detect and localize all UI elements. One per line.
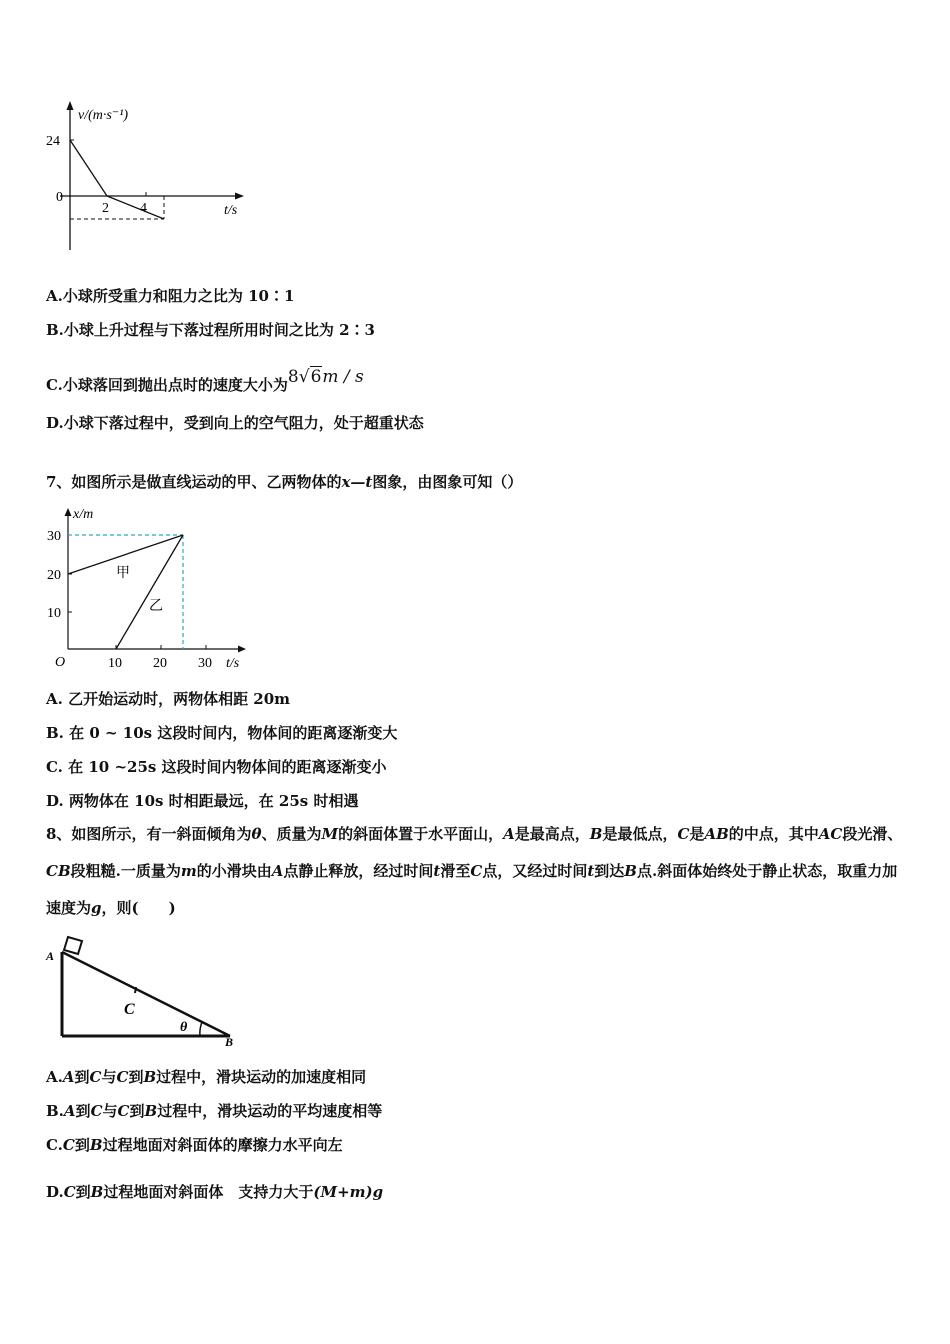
q8-option-c[interactable]: C.C到B过程地面对斜面体的摩擦力水平向左 [46, 1136, 343, 1154]
q7-y-tick-20: 20 [47, 568, 61, 583]
q7-label-jia: 甲 [116, 566, 130, 581]
q7-option-b[interactable]: B. 在 0 ~ 10s 这段时间内，物体间的距离逐渐变大 [46, 724, 398, 742]
q6-option-c[interactable] [46, 367, 364, 395]
q7-x-tick-10: 10 [108, 656, 122, 671]
q7-stem-text: 7、如图所示是做直线运动的甲、乙两物体的 [46, 473, 342, 491]
q6-option-c-unit: m / s [322, 367, 364, 387]
q8-option-a[interactable]: A.A到C与C到B过程中，滑块运动的加速度相同 [46, 1068, 367, 1086]
q7-y-axis-label: x/m [73, 507, 94, 522]
q7-stem-variable: x—t [341, 473, 373, 491]
q7-origin-label: O [55, 655, 66, 670]
q6-option-a[interactable]: A.小球所受重力和阻力之比为 10∶1 [46, 287, 295, 305]
q7-xt-graph [40, 502, 255, 672]
q6-tick-2: 2 [102, 201, 109, 216]
q7-x-axis-label: t/s [226, 656, 240, 671]
q6-tick-24: 24 [46, 134, 60, 149]
q6-option-c-coef: 8 [287, 367, 299, 387]
q7-x-tick-30: 30 [198, 656, 212, 671]
q8-label-theta: θ [180, 1020, 188, 1035]
q6-option-c-formula: 8√6m / s [287, 367, 364, 387]
q6-tick-0: 0 [56, 190, 63, 205]
q7-option-d[interactable]: D. 两物体在 10s 时相距最远，在 25s 时相遇 [46, 792, 359, 810]
q6-x-axis-label: t/s [224, 203, 238, 218]
q8-option-b[interactable]: B.A到C与C到B过程中，滑块运动的平均速度相等 [46, 1102, 383, 1120]
q6-option-d[interactable]: D.小球下落过程中，受到向上的空气阻力，处于超重状态 [46, 414, 424, 432]
q8-label-a: A [46, 949, 55, 963]
q6-option-c-radicand: 6 [310, 367, 322, 387]
q7-y-tick-30: 30 [47, 529, 61, 544]
q6-option-b[interactable]: B.小球上升过程与下落过程所用时间之比为 2∶3 [46, 321, 375, 339]
q8-slider-block [64, 937, 82, 954]
q8-label-b: B [225, 1035, 234, 1049]
q8-label-c: C [124, 1001, 135, 1018]
q7-stem [46, 472, 522, 492]
q8-stem: 8、如图所示，有一斜面倾角为θ、质量为M的斜面体置于水平面山，A是最高点，B是最低点，C是AB的中点，其中AC段光滑、CB段粗糙.一质量为m的小滑块由A点静止释放，经过时间t滑至C点，又经过时间t到达B点.斜面体始终处于静止状态，取重力加速度为g，则( ) [46, 825, 903, 917]
q6-option-c-text: C.小球落回到抛出点时的速度大小为 [46, 376, 288, 394]
q7-stem-text-2: 图象，由图象可知（） [372, 473, 523, 491]
q6-vt-graph [40, 95, 255, 255]
q7-option-c[interactable]: C. 在 10 ~25s 这段时间内物体间的距离逐渐变小 [46, 758, 387, 776]
q6-y-axis-label: v/(m·s⁻¹) [78, 108, 129, 123]
q8-incline-figure [44, 930, 244, 1050]
q8-option-d[interactable]: D.C到B过程地面对斜面体 支持力大于(M+m)g [46, 1183, 384, 1201]
q7-x-tick-20: 20 [153, 656, 167, 671]
q7-option-a[interactable]: A. 乙开始运动时，两物体相距 20m [46, 690, 291, 708]
q6-tick-4: 4 [140, 201, 147, 216]
q7-line-yi [116, 535, 183, 649]
q7-label-yi: 乙 [149, 599, 163, 614]
q7-y-tick-10: 10 [47, 606, 61, 621]
